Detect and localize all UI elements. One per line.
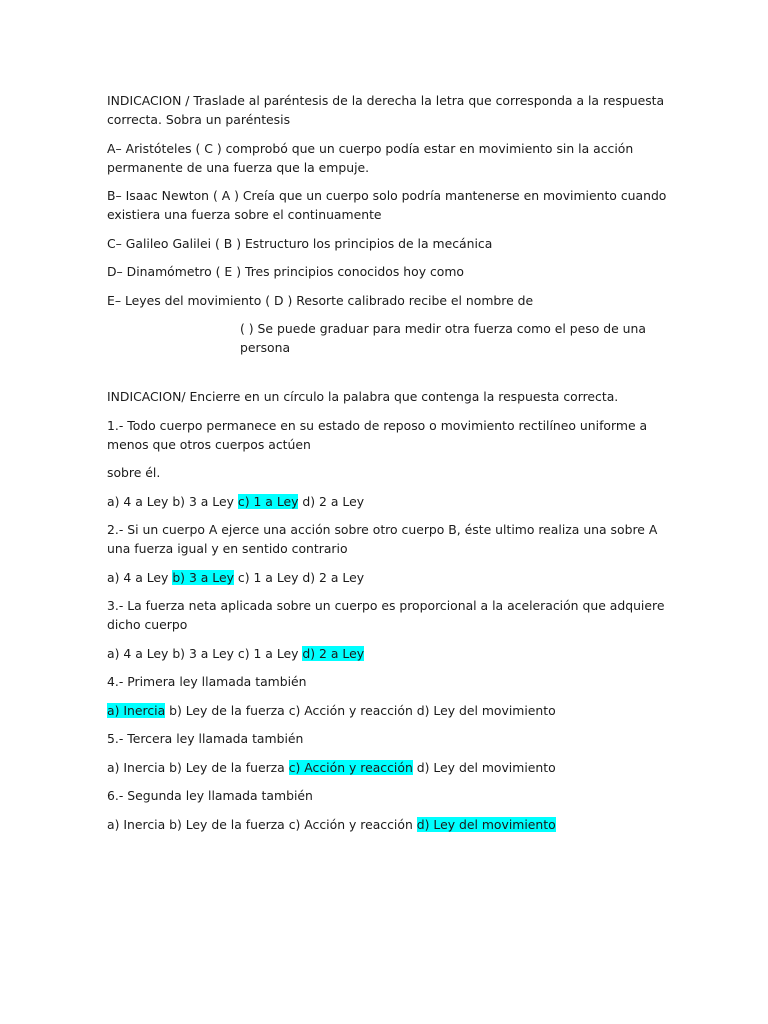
instruction-2: INDICACION/ Encierre en un círculo la palabra que contenga la respuesta correcta.: [107, 389, 619, 404]
option-a-highlighted: a) Inercia: [107, 702, 166, 718]
option-a: a) 4 a Ley: [107, 493, 173, 509]
option-c: c) 1 a Ley: [233, 569, 303, 585]
question-1-text-cont: sobre él.: [107, 465, 161, 480]
question-4-text: 4.- Primera ley llamada también: [107, 674, 307, 689]
matching-item-a: A– Aristóteles ( C ) comprobó que un cuerpo podía estar en movimiento sin la acción permanente de una fuerza que la empuje.: [107, 140, 634, 175]
option-d: d) 2 a Ley: [298, 493, 365, 509]
document-page: [107, 91, 667, 843]
question-4-options: [107, 701, 667, 720]
option-b: b) Ley de la fuerza: [165, 702, 289, 718]
option-c: c) 1 a Ley: [237, 645, 303, 661]
option-b-highlighted: b) 3 a Ley: [172, 569, 234, 585]
question-6-text: 6.- Segunda ley llamada también: [107, 788, 313, 803]
question-3-text: 3.- La fuerza neta aplicada sobre un cuerpo es proporcional a la aceleración que adquiere dicho cuerpo: [107, 598, 665, 632]
matching-item-d: D– Dinamómetro ( E ) Tres principios conocidos hoy como: [107, 264, 465, 279]
option-a: a) Inercia: [107, 759, 170, 775]
option-b: b) 3 a Ley: [172, 493, 238, 509]
option-d: d) Ley del movimiento: [416, 702, 556, 718]
option-c: c) Acción y reacción: [288, 816, 417, 832]
question-5-text: 5.- Tercera ley llamada también: [107, 731, 304, 746]
question-1-text: 1.- Todo cuerpo permanece en su estado de reposo o movimiento rectilíneo uniforme a menos que otros cuerpos actúen: [107, 417, 648, 452]
option-c-highlighted: c) Acción y reacción: [288, 759, 413, 775]
option-c-highlighted: c) 1 a Ley: [237, 493, 299, 509]
option-c: c) Acción y reacción: [288, 702, 417, 718]
matching-item-e: E– Leyes del movimiento ( D ) Resorte calibrado recibe el nombre de: [107, 292, 534, 308]
matching-extra-item: ( ) Se puede graduar para medir otra fuerza como el peso de una persona: [240, 321, 646, 355]
question-6-options: [107, 815, 667, 834]
option-d: d) Ley del movimiento: [412, 759, 556, 775]
question-2-text: 2.- Si un cuerpo A ejerce una acción sobre otro cuerpo B, éste ultimo realiza una sobre A una fuerza igual y en sentido contrario: [107, 522, 658, 556]
option-a: a) 4 a Ley: [107, 645, 173, 661]
option-b: b) Ley de la fuerza: [169, 816, 289, 832]
question-5-options: [107, 758, 667, 777]
question-2-options: [107, 568, 667, 587]
option-a: a) Inercia: [107, 816, 170, 832]
option-b: b) 3 a Ley: [172, 645, 238, 661]
option-b: b) Ley de la fuerza: [169, 759, 289, 775]
option-d: d) 2 a Ley: [302, 569, 365, 585]
instruction-1: INDICACION / Traslade al paréntesis de la derecha la letra que corresponda a la respuesta correcta. Sobra un paréntesis: [107, 93, 665, 127]
matching-item-c: C– Galileo Galilei ( B ) Estructuro los principios de la mecánica: [107, 235, 493, 251]
option-d-highlighted: d) 2 a Ley: [302, 645, 365, 661]
question-3-options: [107, 644, 667, 663]
option-d-highlighted: d) Ley del movimiento: [416, 816, 556, 832]
matching-item-b: B– Isaac Newton ( A ) Creía que un cuerpo solo podría mantenerse en movimiento cuando existiera una fuerza sobre el continuamente: [107, 188, 667, 222]
option-a: a) 4 a Ley: [107, 569, 173, 585]
question-1-options: [107, 492, 667, 511]
